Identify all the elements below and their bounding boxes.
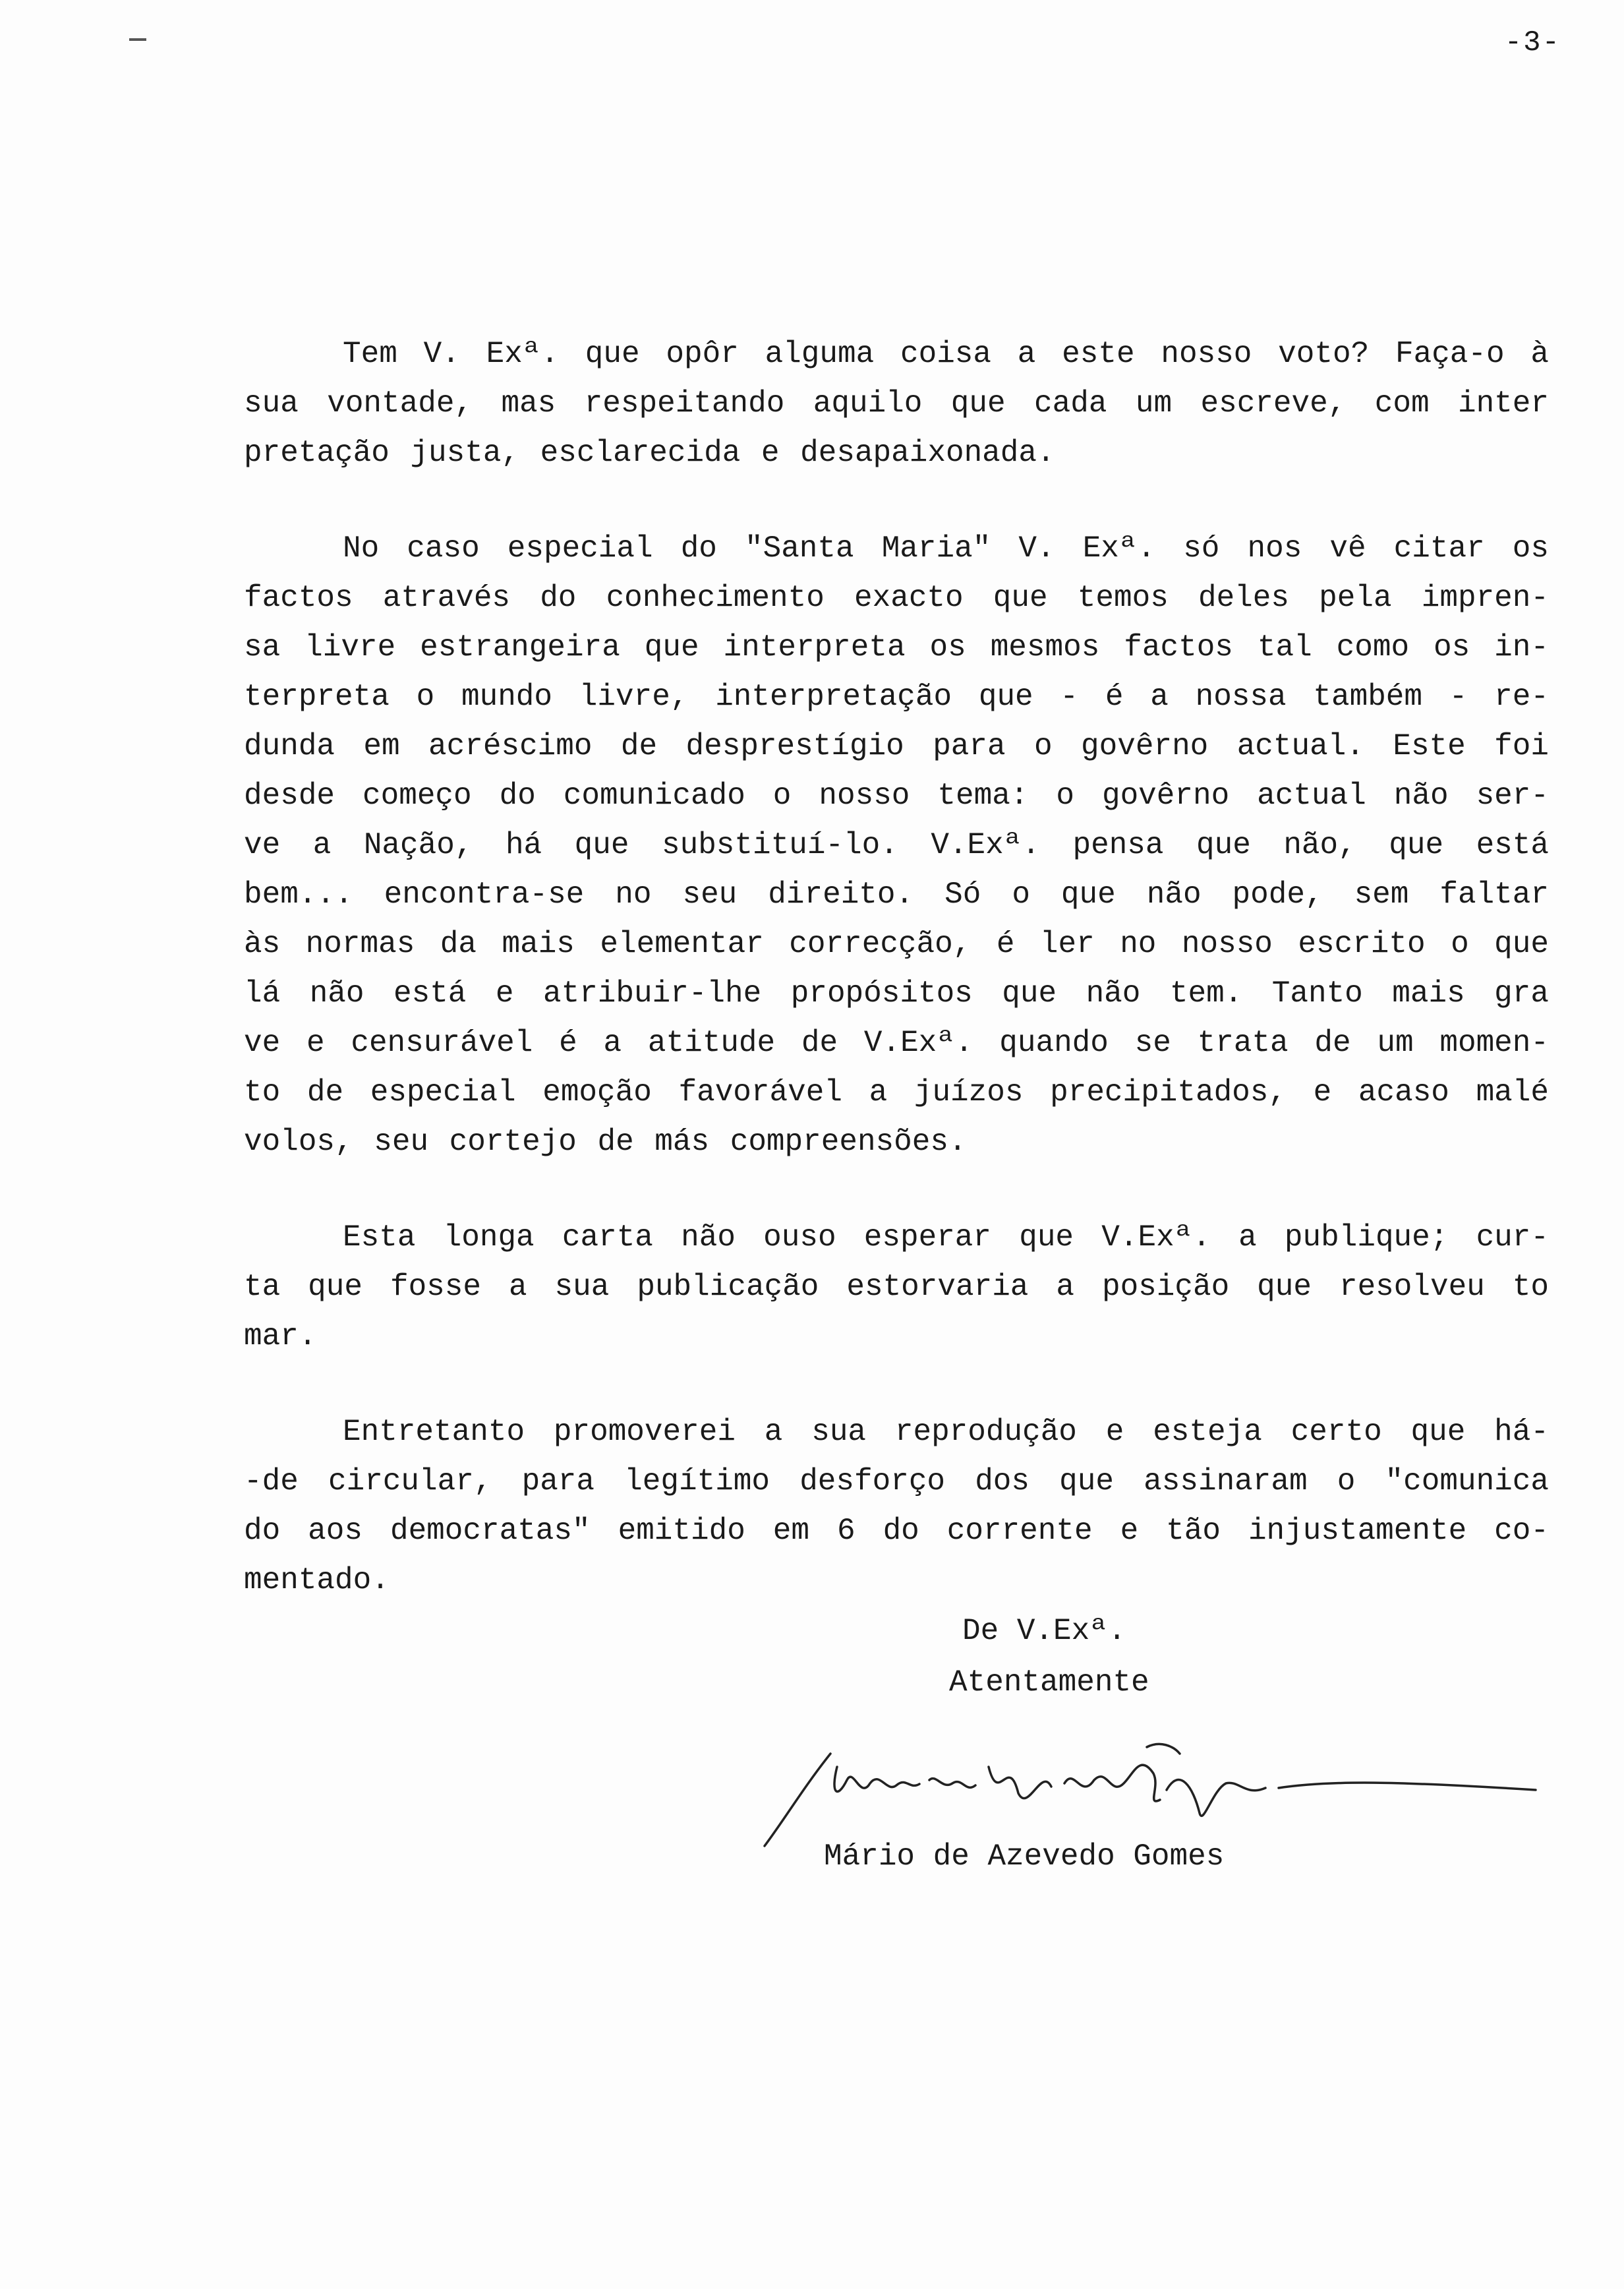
text-line: lá não está e atribuir-lhe propósitos que não tem. Tanto mais gra: [244, 976, 1549, 1011]
text-line: Entretanto promoverei a sua reprodução e esteja certo que há-: [343, 1415, 1549, 1449]
paragraph-3: [244, 1213, 1549, 1361]
text-line: bem... encontra-se no seu direito. Só o que não pode, sem faltar: [244, 877, 1549, 912]
text-line: mentado.: [244, 1563, 390, 1597]
closing-valediction: Atentamente: [949, 1665, 1149, 1700]
text-line: to de especial emoção favorável a juízos precipitados, e acaso malé: [244, 1075, 1549, 1110]
page-number: -3-: [1504, 26, 1561, 59]
signatory-name: Mário de Azevedo Gomes: [824, 1839, 1225, 1874]
text-line: factos através do conhecimento exacto que temos deles pela impren-: [244, 581, 1549, 615]
closing-salutation: De V.Exª.: [962, 1614, 1126, 1648]
text-line: do aos democratas" emitido em 6 do corrente e tão injustamente co-: [244, 1514, 1549, 1548]
text-line: desde começo do comunicado o nosso tema: o govêrno actual não ser-: [244, 779, 1549, 813]
paragraph-4: [244, 1408, 1549, 1605]
text-line: terpreta o mundo livre, interpretação que - é a nossa também - re-: [244, 680, 1549, 714]
stray-ink-mark: [129, 38, 146, 41]
letter-body: [244, 330, 1549, 1651]
text-line: No caso especial do "Santa Maria" V. Exª. só nos vê citar os: [343, 531, 1549, 566]
text-line: sua vontade, mas respeitando aquilo que cada um escreve, com inter: [244, 386, 1549, 421]
text-line: -de circular, para legítimo desforço dos que assinaram o "comunica: [244, 1464, 1549, 1499]
text-line: sa livre estrangeira que interpreta os mesmos factos tal como os in-: [244, 630, 1549, 665]
text-line: às normas da mais elementar correcção, é ler no nosso escrito o que: [244, 927, 1549, 961]
text-line: ve a Nação, há que substituí-lo. V.Exª. pensa que não, que está: [244, 828, 1549, 862]
text-line: ve e censurável é a atitude de V.Exª. quando se trata de um momen-: [244, 1026, 1549, 1060]
text-line: Tem V. Exª. que opôr alguma coisa a este nosso voto? Faça-o à: [343, 337, 1549, 371]
paragraph-1: [244, 330, 1549, 478]
text-line: Esta longa carta não ouso esperar que V.Exª. a publique; cur-: [343, 1220, 1549, 1255]
text-line: dunda em acréscimo de desprestígio para o govêrno actual. Este foi: [244, 729, 1549, 763]
closing-block: [949, 1605, 1149, 1708]
text-line: mar.: [244, 1319, 317, 1353]
paragraph-2: [244, 524, 1549, 1167]
text-line: volos, seu cortejo de más compreensões.: [244, 1125, 967, 1159]
text-line: ta que fosse a sua publicação estorvaria a posição que resolveu to: [244, 1270, 1549, 1304]
text-line: pretação justa, esclarecida e desapaixonada.: [244, 436, 1055, 470]
